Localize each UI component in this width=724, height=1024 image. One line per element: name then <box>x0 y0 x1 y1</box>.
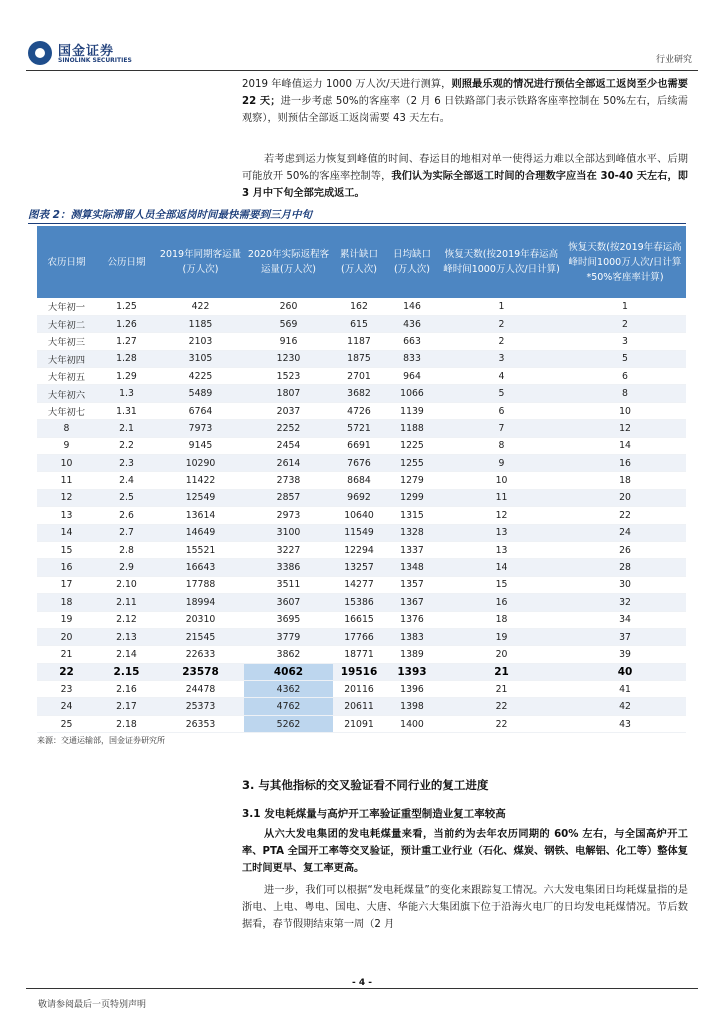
table-cell: 1376 <box>385 611 439 628</box>
paragraph-1-text-c: 进一步考虑 50%的客座率（2 月 6 日铁路部门表示铁路客座率控制在 50%左右，后续需观察），则预估全部返工返岗需要 43 天左右。 <box>242 96 688 124</box>
table-cell: 大年初七 <box>37 402 96 419</box>
table-cell: 2.12 <box>96 611 157 628</box>
table-cell: 2.14 <box>96 646 157 663</box>
table-row <box>37 472 686 489</box>
table-cell: 23578 <box>157 663 244 680</box>
table-cell: 4 <box>439 368 564 385</box>
table-cell: 4762 <box>244 698 333 715</box>
table-cell: 1348 <box>385 559 439 576</box>
table-cell: 大年初二 <box>37 315 96 332</box>
table-cell: 2.1 <box>96 420 157 437</box>
table-cell: 15 <box>439 576 564 593</box>
table-cell: 3227 <box>244 541 333 558</box>
table-cell: 3 <box>564 333 686 350</box>
table-cell: 13 <box>37 507 96 524</box>
table-cell: 16643 <box>157 559 244 576</box>
table-cell: 3386 <box>244 559 333 576</box>
paragraph-2 <box>242 151 688 202</box>
table-cell: 2103 <box>157 333 244 350</box>
column-header-7: 恢复天数(按2019年春运高峰时间1000万人次/日计算) <box>439 226 564 298</box>
table-cell: 18771 <box>333 646 385 663</box>
table-cell: 大年初四 <box>37 350 96 367</box>
table-row <box>37 333 686 350</box>
table-cell: 25 <box>37 715 96 732</box>
table-cell: 9692 <box>333 489 385 506</box>
table-cell: 5 <box>439 385 564 402</box>
table-cell: 2.2 <box>96 437 157 454</box>
table-cell: 2614 <box>244 455 333 472</box>
table-row <box>37 541 686 558</box>
logo-icon <box>28 41 52 65</box>
table-cell: 13614 <box>157 507 244 524</box>
table-cell: 22 <box>37 663 96 680</box>
column-header-4: 2020年实际返程客运量(万人次) <box>244 226 333 298</box>
table-cell: 7 <box>439 420 564 437</box>
table-cell: 12 <box>37 489 96 506</box>
table-cell: 3105 <box>157 350 244 367</box>
table-row <box>37 715 686 732</box>
table-cell: 833 <box>385 350 439 367</box>
footer-divider <box>26 988 698 989</box>
paragraph-2-text: 若考虑到运力恢复到峰值的时间、春运目的地相对单一使得运力难以全部达到峰值水平、后期可能放开 50%的客座率控制等， <box>242 154 688 182</box>
table-cell: 1523 <box>244 368 333 385</box>
table-cell: 11 <box>439 489 564 506</box>
table-cell: 18 <box>564 472 686 489</box>
table-cell: 24478 <box>157 681 244 698</box>
paragraph-2-bold: 我们认为实际全部返工时间的合理数字应当在 30-40 天左右，即 3 月中下旬全部完成返工。 <box>242 171 688 199</box>
table-cell: 2252 <box>244 420 333 437</box>
table-cell: 146 <box>385 298 439 315</box>
table-cell: 12 <box>439 507 564 524</box>
page-number: - 4 - <box>352 978 372 988</box>
table-cell: 15386 <box>333 594 385 611</box>
table-row <box>37 628 686 645</box>
table-cell: 大年初五 <box>37 368 96 385</box>
table-header-row <box>37 226 686 298</box>
table-cell: 10290 <box>157 455 244 472</box>
figure-title: 图表 2：测算实际滞留人员全部返岗时间最快需要到三月中旬 <box>28 209 312 221</box>
table-cell: 23 <box>37 681 96 698</box>
table-row <box>37 315 686 332</box>
table-cell: 26353 <box>157 715 244 732</box>
table-cell: 14 <box>564 437 686 454</box>
table-cell: 43 <box>564 715 686 732</box>
table-cell: 6 <box>439 402 564 419</box>
table-cell: 26 <box>564 541 686 558</box>
table-row <box>37 681 686 698</box>
figure-title-rule <box>28 223 686 224</box>
table-row <box>37 489 686 506</box>
table-cell: 1.31 <box>96 402 157 419</box>
table-cell: 2.10 <box>96 576 157 593</box>
table-cell: 1185 <box>157 315 244 332</box>
table-cell: 18 <box>439 611 564 628</box>
paragraph-1 <box>242 76 688 144</box>
table-row <box>37 455 686 472</box>
paragraph-4-text: 进一步，我们可以根据“发电耗煤量”的变化来跟踪复工情况。六大发电集团日均耗煤量指的是浙电、上电、粤电、国电、大唐、华能六大集团旗下位于沿海火电厂的日均发电耗煤情况。节后数据看，春节假期结束第一周（2 月 <box>242 885 688 930</box>
table-cell: 1139 <box>385 402 439 419</box>
table-cell: 13 <box>439 524 564 541</box>
paragraph-1-bold: 则照最乐观的情况进行预估全部返工返岗至少也需要 22 天； <box>242 79 688 107</box>
table-cell: 19 <box>37 611 96 628</box>
table-cell: 2857 <box>244 489 333 506</box>
table-cell: 21 <box>439 681 564 698</box>
logo-en-text: SINOLINK SECURITIES <box>58 57 132 64</box>
table-cell: 12549 <box>157 489 244 506</box>
table-cell: 15521 <box>157 541 244 558</box>
table-cell: 18994 <box>157 594 244 611</box>
table-cell: 5489 <box>157 385 244 402</box>
table-cell: 7973 <box>157 420 244 437</box>
table-cell: 19516 <box>333 663 385 680</box>
table-cell: 20 <box>439 646 564 663</box>
table-cell: 8 <box>439 437 564 454</box>
table-cell: 2037 <box>244 402 333 419</box>
table-cell: 422 <box>157 298 244 315</box>
table-cell: 2.5 <box>96 489 157 506</box>
table-cell: 1.29 <box>96 368 157 385</box>
table-cell: 3607 <box>244 594 333 611</box>
paragraph-3 <box>242 826 688 877</box>
table-cell: 1225 <box>385 437 439 454</box>
table-cell: 24 <box>564 524 686 541</box>
table-cell: 1389 <box>385 646 439 663</box>
table-cell: 2701 <box>333 368 385 385</box>
table-cell: 17766 <box>333 628 385 645</box>
table-cell: 1.28 <box>96 350 157 367</box>
table-cell: 2973 <box>244 507 333 524</box>
table-cell: 1188 <box>385 420 439 437</box>
table-cell: 21091 <box>333 715 385 732</box>
table-cell: 10 <box>439 472 564 489</box>
table-cell: 7676 <box>333 455 385 472</box>
table-cell: 15 <box>37 541 96 558</box>
table-cell: 16 <box>564 455 686 472</box>
column-header-2: 公历日期 <box>96 226 157 298</box>
table-cell: 20116 <box>333 681 385 698</box>
table-cell: 22 <box>564 507 686 524</box>
table-cell: 12 <box>564 420 686 437</box>
table-cell: 16615 <box>333 611 385 628</box>
table-cell: 24 <box>37 698 96 715</box>
table-cell: 1299 <box>385 489 439 506</box>
table-cell: 4225 <box>157 368 244 385</box>
paragraph-4 <box>242 882 688 934</box>
table-cell: 1 <box>439 298 564 315</box>
table-cell: 260 <box>244 298 333 315</box>
table-cell: 11549 <box>333 524 385 541</box>
table-row <box>37 402 686 419</box>
section-3-heading: 3. 与其他指标的交叉验证看不同行业的复工进度 <box>242 778 489 792</box>
table-cell: 1066 <box>385 385 439 402</box>
table-cell: 916 <box>244 333 333 350</box>
table-cell: 1367 <box>385 594 439 611</box>
table-cell: 4062 <box>244 663 333 680</box>
table-cell: 4726 <box>333 402 385 419</box>
table-row <box>37 298 686 315</box>
column-header-3: 2019年同期客运量(万人次) <box>157 226 244 298</box>
table-row <box>37 646 686 663</box>
table-row <box>37 385 686 402</box>
table-cell: 2454 <box>244 437 333 454</box>
table-cell: 20611 <box>333 698 385 715</box>
table-cell: 964 <box>385 368 439 385</box>
table-cell: 大年初三 <box>37 333 96 350</box>
table-cell: 6691 <box>333 437 385 454</box>
table-row <box>37 698 686 715</box>
table-cell: 1807 <box>244 385 333 402</box>
table-row <box>37 420 686 437</box>
table-cell: 5262 <box>244 715 333 732</box>
table-cell: 37 <box>564 628 686 645</box>
table-cell: 1396 <box>385 681 439 698</box>
table-cell: 1279 <box>385 472 439 489</box>
table-cell: 1.25 <box>96 298 157 315</box>
table-cell: 12294 <box>333 541 385 558</box>
page-header <box>26 38 698 72</box>
table-cell: 25373 <box>157 698 244 715</box>
table-cell: 9 <box>37 437 96 454</box>
table-cell: 40 <box>564 663 686 680</box>
table-cell: 2 <box>439 333 564 350</box>
table-cell: 8 <box>37 420 96 437</box>
table-cell: 4362 <box>244 681 333 698</box>
table-cell: 1.3 <box>96 385 157 402</box>
table-cell: 2.6 <box>96 507 157 524</box>
table-cell: 2 <box>439 315 564 332</box>
table-cell: 大年初一 <box>37 298 96 315</box>
table-cell: 2.18 <box>96 715 157 732</box>
table-cell: 13257 <box>333 559 385 576</box>
table-cell: 1.26 <box>96 315 157 332</box>
table-row <box>37 350 686 367</box>
table-row <box>37 437 686 454</box>
table-cell: 5 <box>564 350 686 367</box>
table-cell: 14649 <box>157 524 244 541</box>
table-cell: 6 <box>564 368 686 385</box>
table-cell: 34 <box>564 611 686 628</box>
logo-cn-text: 国金证券 <box>58 44 115 59</box>
table-cell: 17788 <box>157 576 244 593</box>
table-cell: 663 <box>385 333 439 350</box>
table-cell: 1315 <box>385 507 439 524</box>
table-row <box>37 594 686 611</box>
table-cell: 19 <box>439 628 564 645</box>
table-cell: 2.3 <box>96 455 157 472</box>
table-cell: 5721 <box>333 420 385 437</box>
report-category: 行业研究 <box>655 55 692 65</box>
table-cell: 1255 <box>385 455 439 472</box>
table-row <box>37 611 686 628</box>
table-cell: 2.9 <box>96 559 157 576</box>
table-cell: 1875 <box>333 350 385 367</box>
header-divider <box>26 70 698 71</box>
table-cell: 2.11 <box>96 594 157 611</box>
table-cell: 32 <box>564 594 686 611</box>
table-cell: 2.8 <box>96 541 157 558</box>
table-cell: 9145 <box>157 437 244 454</box>
figure-source: 来源：交通运输部，国金证券研究所 <box>37 736 165 745</box>
table-cell: 2738 <box>244 472 333 489</box>
column-header-5: 累计缺口(万人次) <box>333 226 385 298</box>
table-cell: 2.16 <box>96 681 157 698</box>
table-cell: 22633 <box>157 646 244 663</box>
table-cell: 18 <box>37 594 96 611</box>
table-cell: 1383 <box>385 628 439 645</box>
table-cell: 1337 <box>385 541 439 558</box>
table-cell: 30 <box>564 576 686 593</box>
table-cell: 21545 <box>157 628 244 645</box>
table-cell: 大年初六 <box>37 385 96 402</box>
table-cell: 3100 <box>244 524 333 541</box>
table-cell: 3695 <box>244 611 333 628</box>
paragraph-1-text-a: 2019 年峰值运力 1000 万人次/天进行测算， <box>242 79 452 90</box>
table-cell: 20 <box>564 489 686 506</box>
return-time-table <box>37 226 686 733</box>
table-cell: 3682 <box>333 385 385 402</box>
table-cell: 22 <box>439 698 564 715</box>
table-cell: 1230 <box>244 350 333 367</box>
table-cell: 2.4 <box>96 472 157 489</box>
table-row <box>37 663 686 680</box>
table-cell: 6764 <box>157 402 244 419</box>
table-cell: 436 <box>385 315 439 332</box>
table-cell: 3511 <box>244 576 333 593</box>
table-cell: 1393 <box>385 663 439 680</box>
table-row <box>37 559 686 576</box>
table-cell: 28 <box>564 559 686 576</box>
table-cell: 9 <box>439 455 564 472</box>
table-cell: 10 <box>37 455 96 472</box>
section-3-1-heading: 3.1 发电耗煤量与高炉开工率验证重型制造业复工率较高 <box>242 808 506 820</box>
table-row <box>37 368 686 385</box>
table-cell: 1328 <box>385 524 439 541</box>
table-cell: 41 <box>564 681 686 698</box>
column-header-6: 日均缺口(万人次) <box>385 226 439 298</box>
table-cell: 20310 <box>157 611 244 628</box>
table-cell: 3 <box>439 350 564 367</box>
table-cell: 14 <box>37 524 96 541</box>
disclaimer-note: 敬请参阅最后一页特别声明 <box>38 1000 147 1010</box>
table-cell: 10640 <box>333 507 385 524</box>
table-cell: 16 <box>37 559 96 576</box>
table-cell: 2.7 <box>96 524 157 541</box>
table-row <box>37 524 686 541</box>
table-cell: 615 <box>333 315 385 332</box>
table-cell: 17 <box>37 576 96 593</box>
paragraph-3-bold: 从六大发电集团的发电耗煤量来看，当前约为去年农历同期的 60% 左右，与全国高炉开工率、PTA 全国开工率等交叉验证，预计重工业行业（石化、煤炭、钢铁、电解铝、化工等）整体复工时间更早、复工率更高。 <box>242 829 688 874</box>
table-cell: 2 <box>564 315 686 332</box>
table-cell: 1357 <box>385 576 439 593</box>
table-cell: 11 <box>37 472 96 489</box>
table-cell: 42 <box>564 698 686 715</box>
table-cell: 3862 <box>244 646 333 663</box>
table-cell: 1 <box>564 298 686 315</box>
table-cell: 3779 <box>244 628 333 645</box>
table-cell: 162 <box>333 298 385 315</box>
table-cell: 11422 <box>157 472 244 489</box>
table-cell: 16 <box>439 594 564 611</box>
table-cell: 1400 <box>385 715 439 732</box>
column-header-8: 恢复天数(按2019年春运高峰时间1000万人次/日计算*50%客座率计算) <box>564 226 686 298</box>
table-cell: 20 <box>37 628 96 645</box>
table-body <box>37 298 686 733</box>
table-row <box>37 507 686 524</box>
table-cell: 13 <box>439 541 564 558</box>
table-cell: 10 <box>564 402 686 419</box>
table-cell: 8684 <box>333 472 385 489</box>
table-cell: 1398 <box>385 698 439 715</box>
table-cell: 21 <box>439 663 564 680</box>
table-cell: 21 <box>37 646 96 663</box>
table-cell: 2.17 <box>96 698 157 715</box>
table-cell: 39 <box>564 646 686 663</box>
table-cell: 1.27 <box>96 333 157 350</box>
company-logo <box>28 40 138 68</box>
table-cell: 14 <box>439 559 564 576</box>
table-cell: 22 <box>439 715 564 732</box>
table-cell: 2.13 <box>96 628 157 645</box>
table-cell: 1187 <box>333 333 385 350</box>
table-cell: 8 <box>564 385 686 402</box>
table-cell: 569 <box>244 315 333 332</box>
column-header-1: 农历日期 <box>37 226 96 298</box>
table-cell: 14277 <box>333 576 385 593</box>
table-row <box>37 576 686 593</box>
table-cell: 2.15 <box>96 663 157 680</box>
